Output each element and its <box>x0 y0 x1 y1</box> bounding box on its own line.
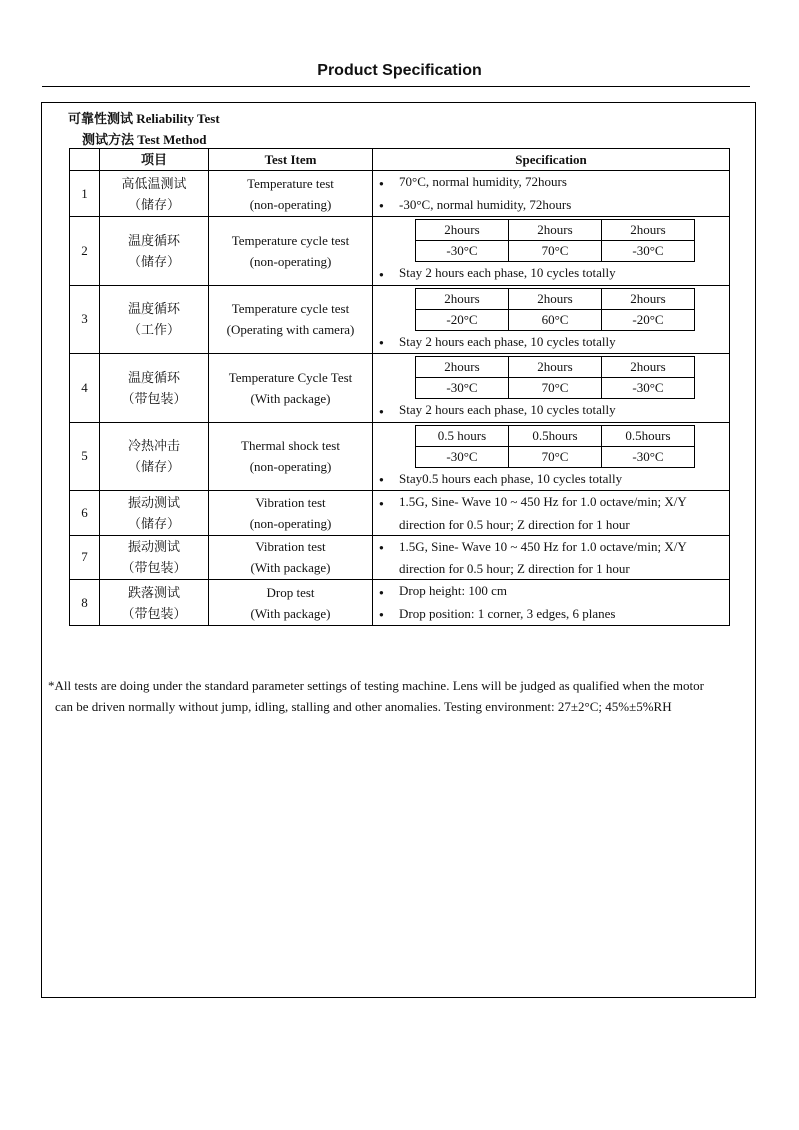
phase-cell: 0.5hours <box>509 425 602 446</box>
table-row <box>70 580 730 626</box>
phase-row <box>416 241 695 262</box>
phase-cell: -20°C <box>416 309 509 330</box>
spec-text: Drop position: 1 corner, 3 edges, 6 planes <box>399 605 616 621</box>
item-cn <box>100 422 209 491</box>
cell-line: Temperature cycle test <box>231 301 350 317</box>
row-number: 1 <box>70 171 100 217</box>
cell-line: Thermal shock test <box>241 438 340 454</box>
table-row <box>70 217 730 286</box>
spec-line <box>373 491 729 514</box>
test-item <box>209 580 373 626</box>
cell-line: (non-operating) <box>249 196 332 212</box>
phase-row <box>416 288 695 309</box>
page-title: Product Specification <box>317 62 482 79</box>
phase-cell: 2hours <box>509 357 602 378</box>
spec-text: Stay 2 hours each phase, 10 cycles totally <box>399 265 616 281</box>
table-row <box>70 422 730 491</box>
cell-line: 振动测试 <box>127 539 180 555</box>
phase-cell: 2hours <box>416 357 509 378</box>
spec-text: 70°C, normal humidity, 72hours <box>399 174 567 189</box>
cell-line: Vibration test <box>255 494 326 510</box>
cell-line: (With package) <box>250 560 331 576</box>
bullet-icon: ● <box>379 338 384 348</box>
cell-line: (non-operating) <box>249 253 332 269</box>
reliability-test-table <box>69 148 730 626</box>
specification <box>373 217 730 286</box>
cell-line: （带包装） <box>121 390 187 406</box>
specification <box>373 354 730 423</box>
specification <box>373 171 730 217</box>
cell-line: Drop test <box>266 584 315 600</box>
bullet-icon: ● <box>379 610 384 620</box>
item-cn <box>100 491 209 536</box>
cell-line: (non-operating) <box>249 459 332 475</box>
row-number: 4 <box>70 354 100 423</box>
bullet-icon: ● <box>379 543 384 553</box>
specification <box>373 422 730 491</box>
item-cn <box>100 354 209 423</box>
spec-text: Stay0.5 hours each phase, 10 cycles totally <box>399 470 623 486</box>
spec-line <box>373 331 729 354</box>
spec-text: 1.5G, Sine- Wave 10 ~ 450 Hz for 1.0 octave/min; X/Y <box>399 538 687 554</box>
item-cn <box>100 217 209 286</box>
row-number: 6 <box>70 491 100 536</box>
specification <box>373 285 730 354</box>
footnote-line-1: *All tests are doing under the standard parameter settings of testing machine. Lens will be judged as qualified when the motor <box>48 678 704 693</box>
phase-row <box>416 446 695 467</box>
specification <box>373 491 730 536</box>
spec-line <box>373 603 729 626</box>
phase-cell: 2hours <box>602 357 695 378</box>
title-divider <box>42 86 750 87</box>
phase-cell: 70°C <box>509 378 602 399</box>
phase-row <box>416 357 695 378</box>
bullet-icon: ● <box>379 201 384 211</box>
bullet-icon: ● <box>379 269 384 279</box>
phase-row <box>416 378 695 399</box>
footnote-line-2: can be driven normally without jump, idling, stalling and other anomalies. Testing environment: 27±2°C; 45%±5%RH <box>55 699 672 714</box>
spec-line: direction for 0.5 hour; Z direction for 1 hour <box>399 516 630 532</box>
phase-cell: 70°C <box>509 446 602 467</box>
spec-line <box>373 171 729 194</box>
item-cn <box>100 285 209 354</box>
bullet-icon: ● <box>379 178 384 188</box>
specification <box>373 535 730 580</box>
phase-table <box>415 425 695 468</box>
header-specification: Specification <box>373 149 730 171</box>
specification <box>373 580 730 626</box>
phase-row <box>416 309 695 330</box>
phase-cell: 2hours <box>602 220 695 241</box>
table-row <box>70 285 730 354</box>
test-item <box>209 354 373 423</box>
cell-line: Temperature cycle test <box>231 232 350 248</box>
spec-line <box>373 580 729 603</box>
phase-cell: -30°C <box>416 241 509 262</box>
bullet-icon: ● <box>379 498 384 508</box>
spec-line <box>373 536 729 559</box>
footnote <box>48 675 758 717</box>
item-cn <box>100 535 209 580</box>
cell-line: （储存） <box>127 196 180 212</box>
cell-line: 冷热冲击 <box>127 438 180 454</box>
cell-line: （储存） <box>127 253 180 269</box>
phase-cell: -30°C <box>602 241 695 262</box>
spec-text: 1.5G, Sine- Wave 10 ~ 450 Hz for 1.0 octave/min; X/Y <box>399 494 687 510</box>
test-item <box>209 491 373 536</box>
header-no <box>70 149 100 171</box>
phase-cell: 2hours <box>509 220 602 241</box>
cell-line: 高低温测试 <box>121 175 187 191</box>
row-number: 3 <box>70 285 100 354</box>
table-row <box>70 171 730 217</box>
phase-row <box>416 220 695 241</box>
cell-line: (non-operating) <box>249 515 332 531</box>
spec-line <box>373 194 729 217</box>
test-item <box>209 535 373 580</box>
spec-text: -30°C, normal humidity, 72hours <box>399 196 572 212</box>
cell-line: 温度循环 <box>127 232 180 248</box>
method-title: 测试方法 Test Method <box>82 132 207 147</box>
row-number: 7 <box>70 535 100 580</box>
spec-line: direction for 0.5 hour; Z direction for 1 hour <box>399 561 630 577</box>
header-test-item: Test Item <box>209 149 373 171</box>
phase-cell: 0.5 hours <box>416 425 509 446</box>
cell-line: (With package) <box>250 390 331 406</box>
cell-line: 温度循环 <box>127 301 180 317</box>
phase-cell: 70°C <box>509 241 602 262</box>
section-title: 可靠性测试 Reliability Test <box>68 111 220 126</box>
phase-cell: -30°C <box>602 378 695 399</box>
phase-cell: 2hours <box>416 288 509 309</box>
phase-table <box>415 288 695 331</box>
spec-text: Drop height: 100 cm <box>399 583 507 599</box>
table-row <box>70 535 730 580</box>
phase-row <box>416 425 695 446</box>
phase-cell: -30°C <box>416 378 509 399</box>
phase-cell: -30°C <box>602 446 695 467</box>
cell-line: （工作） <box>127 322 180 338</box>
test-item <box>209 422 373 491</box>
phase-cell: -30°C <box>416 446 509 467</box>
row-number: 2 <box>70 217 100 286</box>
row-number: 8 <box>70 580 100 626</box>
cell-line: （带包装） <box>121 605 187 621</box>
table-row <box>70 354 730 423</box>
table-header-row <box>70 149 730 171</box>
phase-cell: 0.5hours <box>602 425 695 446</box>
row-number: 5 <box>70 422 100 491</box>
spec-line <box>373 262 729 285</box>
cell-line: 振动测试 <box>127 494 180 510</box>
phase-cell: 2hours <box>602 288 695 309</box>
cell-line: (With package) <box>250 605 331 621</box>
phase-cell: 2hours <box>509 288 602 309</box>
cell-line: Temperature test <box>247 175 334 191</box>
cell-line: （储存） <box>127 459 180 475</box>
bullet-icon: ● <box>379 587 384 597</box>
cell-line: （带包装） <box>121 560 187 576</box>
bullet-icon: ● <box>379 475 384 485</box>
cell-line: （储存） <box>127 515 180 531</box>
phase-cell: -20°C <box>602 309 695 330</box>
spec-text: Stay 2 hours each phase, 10 cycles totally <box>399 333 616 349</box>
phase-cell: 2hours <box>416 220 509 241</box>
spec-line <box>373 468 729 491</box>
cell-line: Vibration test <box>255 539 326 555</box>
test-item <box>209 285 373 354</box>
phase-cell: 60°C <box>509 309 602 330</box>
bullet-icon: ● <box>379 406 384 416</box>
cell-line: Temperature Cycle Test <box>228 369 353 385</box>
item-cn <box>100 171 209 217</box>
cell-line: 跌落测试 <box>127 584 180 600</box>
phase-table <box>415 356 695 399</box>
phase-table <box>415 219 695 262</box>
test-item <box>209 217 373 286</box>
cell-line: 温度循环 <box>127 369 180 385</box>
test-item <box>209 171 373 217</box>
table-row <box>70 491 730 536</box>
header-item-cn: 项目 <box>100 149 209 171</box>
cell-line: (Operating with camera) <box>226 322 355 338</box>
spec-text: Stay 2 hours each phase, 10 cycles totally <box>399 402 616 418</box>
spec-line <box>373 399 729 422</box>
item-cn <box>100 580 209 626</box>
